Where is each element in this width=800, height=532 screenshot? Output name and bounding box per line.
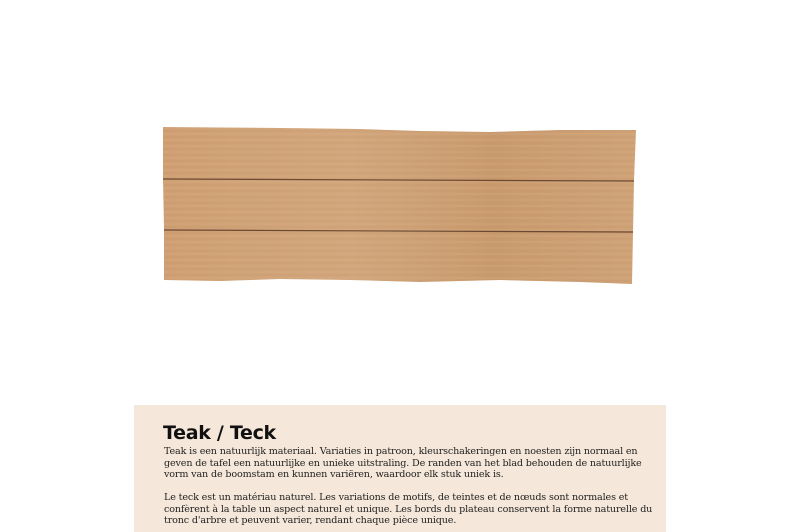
material-title: Teak / Teck bbox=[163, 422, 276, 444]
description-french: Le teck est un matériau naturel. Les variations de motifs, de teintes et de nœuds sont normales et confèrent à la table un aspect naturel et unique. Les bords du plateau conservent la forme naturelle du tronc d'arbre et peuvent varier, rendant chaque pièce unique. bbox=[164, 492, 653, 527]
material-info-panel bbox=[134, 405, 666, 532]
teak-tabletop-image bbox=[160, 124, 640, 288]
description-dutch: Teak is een natuurlijk materiaal. Variaties in patroon, kleurschakeringen en noesten zijn normaal en geven de tafel een natuurlijke en unieke uitstraling. De randen van het blad behouden de natuurlijke vorm van de boomstam en kunnen variëren, waardoor elk stuk uniek is. bbox=[164, 446, 642, 481]
